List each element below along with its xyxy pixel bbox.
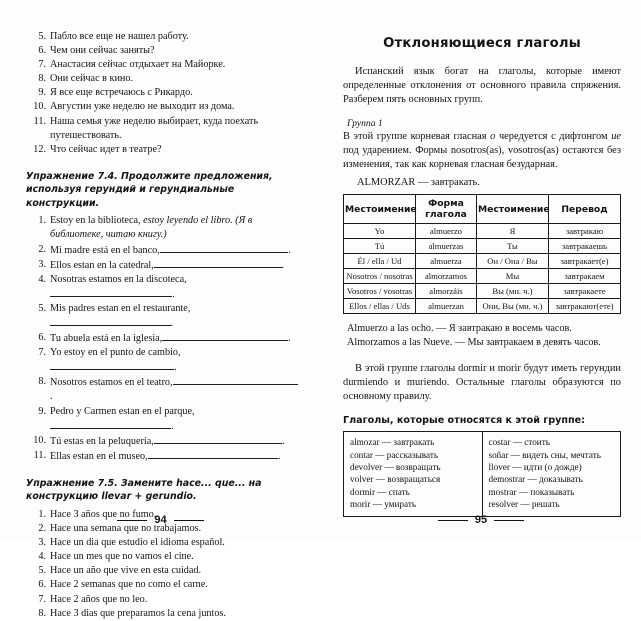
list-item (26, 44, 299, 58)
table-cell: Мы (476, 269, 548, 284)
list-item-number: 8. (38, 607, 46, 619)
list-item-number: 6. (38, 45, 46, 57)
list-item-number: 5. (38, 31, 46, 42)
list-item-text: Hace 3 dias que preparamos la cena juntos. (50, 607, 226, 619)
list-item (26, 536, 299, 550)
column-header: Перевод (548, 195, 620, 224)
example-sentence: Almuerzo a las ocho. — Я завтракаю в восемь часов. (347, 323, 572, 334)
list-item-text: Что сейчас идет в театре? (50, 143, 162, 155)
group-text-c: под ударением. Формы nosotros(as), vosotros(as) остаются без изменения, так как корневая гласная безударная. (343, 145, 621, 170)
list-item-text: Августин уже неделю не выходит из дома. (50, 101, 235, 113)
table-cell: almuerza (416, 254, 477, 269)
table-cell: almorzamos (416, 269, 477, 284)
list-item-text: Pedro y Carmen estan en el parque, (50, 405, 195, 417)
table-cell: завтракаю (548, 224, 620, 239)
list-item (26, 72, 299, 86)
list-item-number: 12. (33, 143, 46, 155)
table-cell: завтракает(е) (548, 254, 620, 269)
list-item-number: 5. (38, 565, 46, 577)
list-item-text: Hace un año que vive en esta cuidad. (50, 565, 202, 577)
verb-list-item: contar — рассказывать (350, 449, 439, 460)
list-item: 3. Ellos estan en la catedral, . (26, 258, 299, 273)
verb-list-item: morir — умирать (350, 499, 417, 510)
list-item (26, 214, 299, 242)
list-item-number: 3. (38, 258, 46, 270)
list-item: 10. Tú estas en la peluquería, . (26, 434, 299, 449)
verb-list-item: soñar — видеть сны, мечтать (488, 449, 601, 460)
answer-blank[interactable] (50, 360, 174, 370)
verb-list-item: devolver — возвращать (350, 462, 441, 472)
list-item-number: 11. (33, 115, 46, 127)
list-item-text: Nosotras estamos en la discoteca, (50, 273, 187, 285)
verb-list-item: mostrar — показывать (488, 486, 575, 497)
exercise-75-heading (26, 477, 299, 504)
conjugation-table (343, 194, 621, 314)
list-item (26, 143, 299, 157)
column-header: Форма глагола (416, 195, 477, 224)
verb-list-item: almozar — завтракать (350, 437, 435, 448)
list-item-text: Пабло все еще не нашел работу. (50, 31, 189, 42)
list-item (26, 86, 299, 100)
exercise-74-instruction: Продолжите предложения, используя герундий и герундиальные конструкции. (26, 170, 273, 209)
table-cell: завтракаете (548, 284, 620, 299)
conjugation-body (344, 224, 621, 314)
exercise-74-items (26, 214, 299, 464)
list-item-number: 4. (38, 273, 46, 285)
list-item-number: 7. (38, 593, 46, 605)
group-vowel: o (490, 131, 496, 142)
list-item-text: Чем они сейчас заняты? (50, 45, 155, 57)
answer-blank[interactable] (50, 287, 172, 297)
table-cell: Я (476, 224, 548, 239)
list-item-number: 8. (38, 73, 46, 85)
table-cell: Вы (мн. ч.) (476, 284, 548, 299)
table-row (344, 254, 621, 269)
continued-sentence-list (26, 30, 299, 157)
table-row (344, 239, 621, 254)
list-item-number: 7. (38, 347, 46, 359)
conjugation-header-row (344, 195, 621, 224)
exercise-75-number: Упражнение 7.5. (26, 477, 118, 489)
list-item-text: Estoy en la biblioteca, (50, 215, 141, 227)
table-row (344, 269, 621, 284)
column-header: Местоимение (344, 195, 416, 224)
example-sentences (347, 322, 621, 349)
table-row (344, 224, 621, 239)
list-item (26, 578, 299, 592)
table-cell: Они, Вы (мн. ч.) (476, 299, 548, 314)
left-page-folio (0, 514, 321, 526)
table-cell: Yo (344, 224, 416, 239)
list-item-number: 11. (33, 449, 46, 461)
chapter-title: Отклоняющиеся глаголы (383, 36, 581, 51)
list-item-text: Ellos estan en la catedral, (50, 259, 154, 271)
list-item (26, 550, 299, 564)
list-item-number: 5. (38, 302, 46, 314)
right-page-number: 95 (474, 514, 488, 526)
list-item: 2. Mi madre está en el banco, . (26, 243, 299, 258)
verb-list-item: costar — стоить (488, 437, 550, 448)
list-item: 9. Pedro y Carmen estan en el parque,. (26, 405, 299, 434)
table-cell: Он / Она / Вы (476, 254, 548, 269)
exercise-74-number: Упражнение 7.4. (26, 170, 118, 182)
list-item-number: 2. (38, 523, 46, 535)
table-cell: Nosotros / nosotras (344, 269, 416, 284)
list-item-number: 1. (38, 508, 46, 520)
list-item-text: Mi madre está en el banco, (50, 244, 160, 256)
verb-list-table (343, 431, 621, 516)
table-cell: Él / ella / Ud (344, 254, 416, 269)
list-item-text: Анастасия сейчас отдыхает на Майорке. (50, 59, 226, 71)
example-gloss: (Я в библиотеке, читаю книгу.) (50, 215, 253, 241)
list-item-number: 6. (38, 332, 46, 344)
list-item (26, 30, 299, 44)
folio-rule-left (438, 520, 468, 521)
right-page (321, 0, 641, 540)
folio-rule-left (117, 520, 147, 521)
table-cell: Vosotros / vosotras (344, 284, 416, 299)
list-item-number: 10. (33, 101, 46, 113)
verb-list-item: demostrar — доказывать (488, 474, 583, 485)
verb-list-column-left (344, 432, 483, 516)
list-item: 5. Mis padres estan en el restaurante,. (26, 302, 299, 331)
answer-blank[interactable] (50, 316, 171, 326)
list-item (26, 100, 299, 114)
list-item-text: Hace una semana que no trabajamos. (50, 523, 202, 535)
list-item: 6. Tu abuela está en la iglesia, . (26, 331, 299, 346)
list-item: 4. Nosotras estamos en la discoteca,. (26, 273, 299, 302)
list-item: 11. Ellas estan en el museo, . (26, 449, 299, 464)
table-row (344, 284, 621, 299)
list-item-number: 6. (38, 579, 46, 591)
list-item-text: Ellas estan en el museo, (50, 450, 148, 462)
list-item-text: Наша семья уже неделю выбирает, куда поехать путешествовать. (50, 115, 259, 141)
list-item-text: Я все еще встречаюсь с Рикардо. (50, 87, 193, 99)
list-item-text: Hace un dia que estudio el idioma español. (50, 537, 225, 549)
table-cell: завтракаем (548, 269, 620, 284)
column-header: Местоимение (476, 195, 548, 224)
verb-list-item: dormir — спать (350, 486, 410, 497)
table-cell: завтракаешь (548, 239, 620, 254)
group-text-a: В этой группе корневая гласная (343, 131, 491, 142)
example-sentence: Almorzamos a las Nueve. — Мы завтракаем в девять часов. (347, 336, 601, 348)
intro-paragraph: Испанский язык богат на глаголы, которые имеют определенные отклонения от основного правила спряжения. Разберем пять основных групп. (343, 66, 621, 105)
list-item-number: 4. (38, 551, 46, 563)
exercise-74-heading (26, 170, 299, 211)
list-item-text: Они сейчас в кино. (50, 73, 133, 85)
list-item-number: 10. (33, 434, 46, 446)
right-page-folio (321, 514, 641, 526)
folio-rule-right (494, 520, 524, 521)
verb-list-column-right (482, 432, 621, 516)
group-diphthong: ue (611, 131, 622, 142)
list-item-text: Hace 3 años que no fumo. (50, 508, 157, 520)
answer-blank[interactable] (148, 449, 278, 459)
exercise-75-instruction: Замените hace... que... на конструкцию llevar + gerundio. (26, 477, 262, 503)
table-cell: Tú (344, 239, 416, 254)
list-item-text: Nosotros estamos en el teatro, (50, 377, 173, 389)
left-page (0, 0, 321, 619)
table-cell: almuerzan (416, 299, 477, 314)
list-item-text: Hace 2 años que no leo. (50, 593, 148, 605)
left-page-number: 94 (154, 514, 167, 526)
answer-blank[interactable] (50, 419, 171, 429)
answer-blank[interactable] (173, 375, 298, 385)
verb-headword: ALMORZAR — завтракать. (357, 177, 480, 188)
list-item-text: Tu abuela está en la iglesia, (50, 333, 163, 345)
list-item: 8. Nosotros estamos en el teatro,. (26, 375, 299, 404)
list-item (26, 58, 299, 72)
table-cell: almuerzas (416, 239, 477, 254)
list-item-number: 1. (38, 215, 46, 227)
answer-blank[interactable] (160, 243, 289, 253)
list-item: 7. Yo estoy en el punto de cambio,. (26, 346, 299, 375)
table-cell: almuerzo (416, 224, 477, 239)
list-item-text: Hace un mes que no vamos el cine. (50, 551, 194, 563)
list-item-number: 8. (38, 376, 46, 388)
table-row (344, 299, 621, 314)
list-item-number: 7. (38, 59, 46, 71)
list-item (26, 115, 299, 143)
folio-rule-right (174, 520, 204, 521)
list-item (26, 593, 299, 607)
table-cell: almorzáis (416, 284, 477, 299)
list-item-number: 9. (38, 405, 46, 417)
table-cell: Ты (476, 239, 548, 254)
list-item (26, 607, 299, 621)
verb-list-item: llover — идти (о дожде) (488, 462, 582, 472)
list-item-text: Mis padres estan en el restaurante, (50, 302, 191, 314)
list-item-number: 2. (38, 243, 46, 255)
list-item-number: 9. (38, 87, 46, 99)
list-item (26, 564, 299, 578)
verb-list-item: volver — возвращаться (350, 474, 441, 485)
example-answer: estoy leyendo el libro. (143, 215, 233, 227)
group-description (343, 130, 621, 172)
answer-blank[interactable] (154, 258, 282, 268)
table-cell: Ellos / ellas / Uds (344, 299, 416, 314)
group-label: Группа 1 (347, 118, 383, 129)
group-text-b: чередуется с дифтонгом (495, 131, 612, 142)
list-item-number: 3. (38, 537, 46, 549)
list-item-text: Tú estas en la peluquería, (50, 435, 154, 447)
answer-blank[interactable] (154, 434, 283, 444)
verb-list-item: resolver — решать (488, 499, 560, 510)
gerund-note: В этой группе глаголы dormir и morir будут иметь герундии durmiendo и muriendo. Остальные глаголы образуются по основному правилу. (343, 363, 621, 403)
answer-blank[interactable] (162, 331, 288, 341)
list-item-text: Hace 2 semanas que no como el carne. (50, 579, 208, 591)
table-cell: завтракают(ете) (548, 299, 620, 314)
list-item-text: Yo estoy en el punto de cambio, (50, 347, 181, 359)
verb-list-heading: Глаголы, которые относятся к этой группе: (343, 415, 585, 427)
